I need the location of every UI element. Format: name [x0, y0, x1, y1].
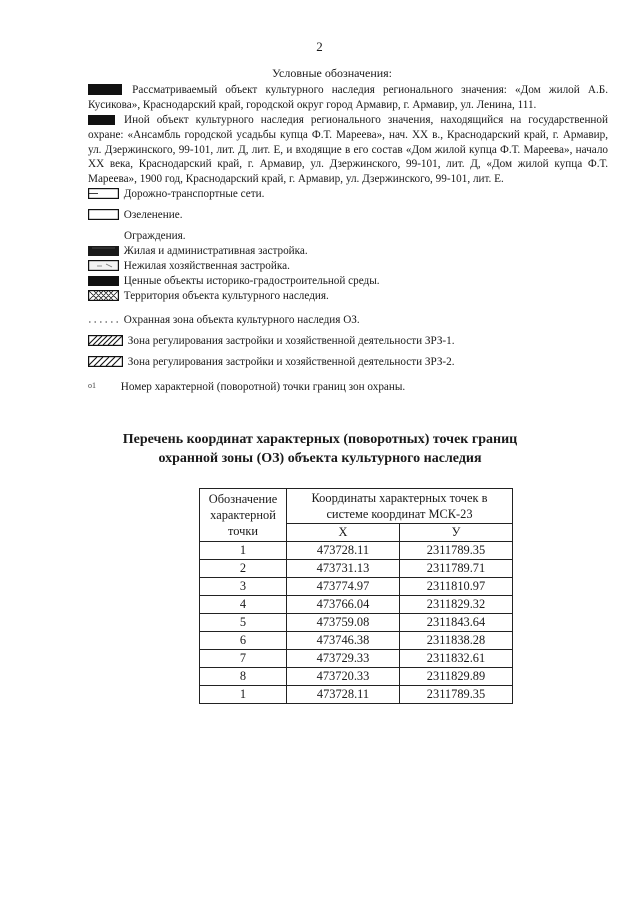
solid-black-rect-icon — [88, 115, 115, 125]
solid-black-rect-icon — [88, 84, 122, 95]
legend-item-subject-object: Рассматриваемый объект культурного наследия регионального значения: «Дом жилой А.Б. Кусикова», Краснодарский край, городской округ город Армавир, г. Армавир, ул. Ленина, 111. — [88, 84, 608, 111]
cell-point: 1 — [200, 686, 287, 704]
legend-item-fences: Ограждения. — [124, 230, 186, 243]
header-y: У — [400, 524, 513, 542]
legend-item-roads: Дорожно-транспортные сети. — [88, 187, 608, 202]
table-row — [200, 578, 513, 596]
cell-y: 2311829.32 — [400, 596, 513, 614]
empty-outline-icon — [88, 209, 119, 220]
light-outline-rect-icon — [88, 260, 119, 271]
cell-x: 473728.11 — [287, 686, 400, 704]
hatched-dark-rect-icon — [88, 246, 119, 256]
legend-item-other-object: Иной объект культурного наследия регионального значения, находящийся на государственной охране: «Ансамбль городской усадьбы купца Ф.Т. Мареева», нач. XX в., Краснодарский край, г. Армавир, ул. Дзержинского, 99-101, лит. Д, лит. Е, и входящие в его состав «Дом жилой купца Ф.Т. Мареева», начало XX века, Краснодарский край, г. Армавир, ул. Дзержинского, 99-101, лит. Д, «Дом жилой купца Ф.Т. Мареева», 1900 год, Краснодарский край, г. Армавир, ул. Дзержинского, 99-101, лит. Е. — [88, 113, 608, 186]
dotted-line-icon — [88, 314, 119, 325]
cell-y: 2311832.61 — [400, 650, 513, 668]
header-point: Обозначение характерной точки — [200, 489, 287, 542]
cell-y: 2311838.28 — [400, 632, 513, 650]
cell-x: 473746.38 — [287, 632, 400, 650]
table-row — [200, 686, 513, 704]
legend-title: Условные обозначения: — [272, 66, 393, 80]
table-row — [200, 560, 513, 578]
cell-x: 473766.04 — [287, 596, 400, 614]
cell-x: 473759.08 — [287, 614, 400, 632]
table-row — [200, 614, 513, 632]
table-row — [200, 632, 513, 650]
legend-item-residential: Жилая и административная застройка. — [88, 244, 608, 259]
cell-point: 7 — [200, 650, 287, 668]
legend-item-heritage-territory: Территория объекта культурного наследия. — [88, 289, 608, 304]
cell-x: 473729.33 — [287, 650, 400, 668]
cell-y: 2311789.71 — [400, 560, 513, 578]
coordinates-table — [199, 488, 513, 704]
cell-point: 3 — [200, 578, 287, 596]
legend-item-nonresidential: Нежилая хозяйственная застройка. — [88, 259, 608, 274]
cell-y: 2311829.89 — [400, 668, 513, 686]
legend — [88, 83, 608, 395]
cell-point: 2 — [200, 560, 287, 578]
cell-point: 6 — [200, 632, 287, 650]
header-x: X — [287, 524, 400, 542]
table-row — [200, 542, 513, 560]
table-row — [200, 668, 513, 686]
road-outline-icon — [88, 188, 119, 199]
cell-y: 2311789.35 — [400, 686, 513, 704]
cell-point: 5 — [200, 614, 287, 632]
cell-y: 2311789.35 — [400, 542, 513, 560]
cell-point: 4 — [200, 596, 287, 614]
legend-item-zrz-2: Зона регулирования застройки и хозяйственной деятельности ЗРЗ-2. — [88, 355, 608, 370]
cell-x: 473774.97 — [287, 578, 400, 596]
point-marker-icon: о1 — [88, 381, 96, 391]
legend-item-protection-zone: Охранная зона объекта культурного наследия ОЗ. — [88, 313, 608, 328]
table-row — [200, 596, 513, 614]
cross-hatched-rect-icon — [88, 290, 119, 301]
diagonal-hatched-rect-icon — [88, 356, 123, 367]
diagonal-hatched-rect-icon — [88, 335, 123, 346]
cell-y: 2311810.97 — [400, 578, 513, 596]
cell-y: 2311843.64 — [400, 614, 513, 632]
legend-item-greenery: Озеленение. — [88, 208, 608, 223]
legend-item-valuable-objects: Ценные объекты историко-градостроительной среды. — [88, 274, 608, 289]
header-coords: Координаты характерных точек в системе координат МСК-23 — [287, 489, 513, 524]
cell-x: 473731.13 — [287, 560, 400, 578]
cell-point: 8 — [200, 668, 287, 686]
legend-item-point-number: о1 Номер характерной (поворотной) точки границ зон охраны. — [88, 381, 406, 394]
cell-x: 473720.33 — [287, 668, 400, 686]
cell-x: 473728.11 — [287, 542, 400, 560]
page-number: 2 — [316, 39, 323, 54]
table-row — [200, 650, 513, 668]
cell-point: 1 — [200, 542, 287, 560]
legend-item-zrz-1: Зона регулирования застройки и хозяйственной деятельности ЗРЗ-1. — [88, 334, 608, 349]
coordinates-heading: Перечень координат характерных (поворотных) точек границ охранной зоны (ОЗ) объекта культурного наследия — [122, 432, 518, 466]
solid-black-rect-icon — [88, 276, 119, 286]
